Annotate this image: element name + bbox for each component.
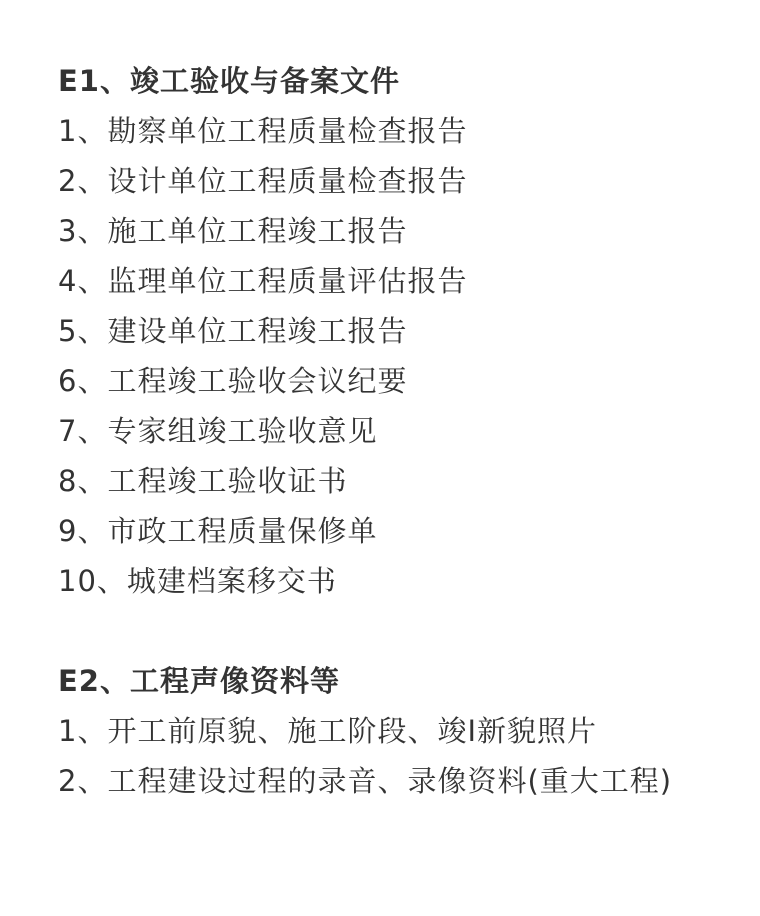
list-item: 2、设计单位工程质量检查报告 bbox=[58, 164, 468, 198]
list-item: 5、建设单位工程竣工报告 bbox=[58, 314, 408, 348]
list-item: 7、专家组竣工验收意见 bbox=[58, 414, 378, 448]
section-e1 bbox=[58, 56, 718, 606]
list-item: 1、勘察单位工程质量检查报告 bbox=[58, 114, 468, 148]
list-item: 2、工程建设过程的录音、录像资料(重大工程) bbox=[58, 764, 673, 798]
document-body bbox=[58, 56, 718, 806]
section-e2 bbox=[58, 656, 718, 806]
list-item: 8、工程竣工验收证书 bbox=[58, 464, 348, 498]
list-item: 1、开工前原貌、施工阶段、竣I新貌照片 bbox=[58, 714, 598, 748]
section-spacer bbox=[58, 606, 718, 656]
list-item: 6、工程竣工验收会议纪要 bbox=[58, 364, 408, 398]
section-title-e1: E1、竣工验收与备案文件 bbox=[58, 64, 400, 98]
section-title-e2: E2、工程声像资料等 bbox=[58, 664, 340, 698]
list-item: 10、城建档案移交书 bbox=[58, 564, 337, 598]
list-item: 4、监理单位工程质量评估报告 bbox=[58, 264, 468, 298]
list-item: 3、施工单位工程竣工报告 bbox=[58, 214, 408, 248]
list-item: 9、市政工程质量保修单 bbox=[58, 514, 378, 548]
